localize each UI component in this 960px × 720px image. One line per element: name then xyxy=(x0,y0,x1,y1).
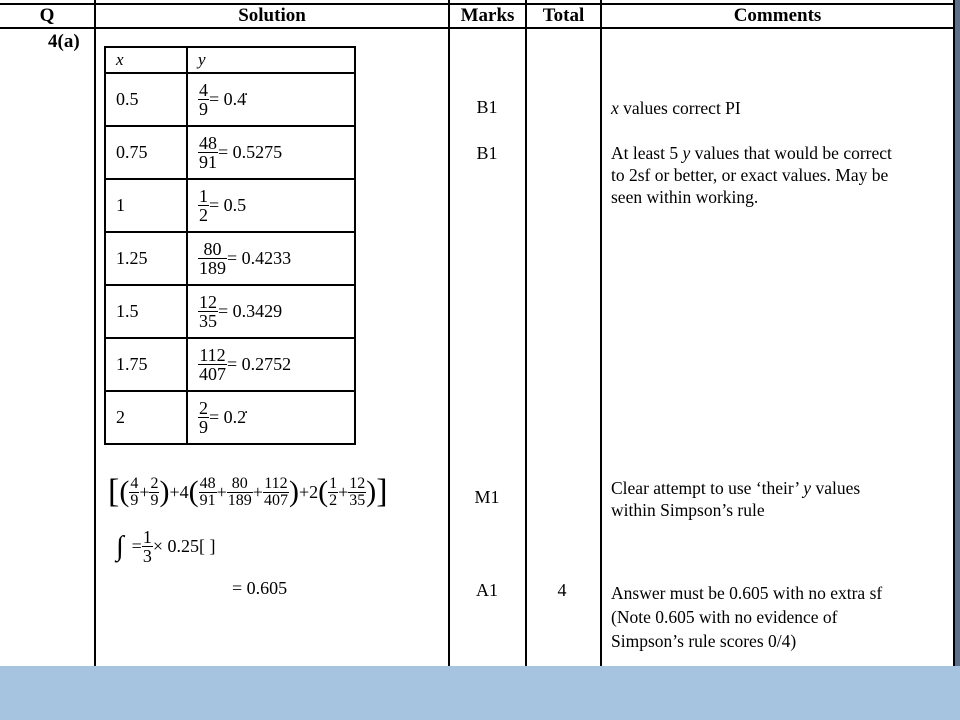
x-value: 1.75 xyxy=(105,338,187,391)
table-row xyxy=(105,338,355,391)
numerator: 1 xyxy=(142,527,152,547)
paren-open: ( xyxy=(318,475,329,508)
plus-sign: + xyxy=(338,481,349,502)
paren-close: ) xyxy=(366,475,377,508)
y-denominator: 189 xyxy=(199,258,226,278)
y-denominator: 91 xyxy=(199,152,217,172)
bracket-open: [ xyxy=(108,473,120,510)
comment-line xyxy=(611,142,892,164)
y-decimal: = 0.5275 xyxy=(218,142,283,162)
denominator: 407 xyxy=(263,491,288,509)
y-decimal: = 0.2752 xyxy=(227,354,292,374)
plus-sign: + xyxy=(298,481,310,502)
header-comments: Comments xyxy=(733,5,822,26)
comment-text: At least 5 xyxy=(611,143,683,163)
denominator: 2 xyxy=(329,491,338,509)
comment-answer xyxy=(611,581,882,653)
final-answer: = 0.605 xyxy=(232,578,288,598)
y-decimal: = 0.2̇ xyxy=(209,407,247,427)
numerator: 4 xyxy=(130,474,139,492)
y-value xyxy=(187,232,355,285)
col-divider-4 xyxy=(600,0,602,666)
question-number: 4(a) xyxy=(48,31,80,52)
fraction xyxy=(348,476,366,509)
y-numerator: 1 xyxy=(199,186,208,206)
table-row xyxy=(105,232,355,285)
comment-text: values xyxy=(811,478,861,498)
x-value: 2 xyxy=(105,391,187,444)
y-numerator: 48 xyxy=(199,133,217,153)
fraction xyxy=(227,476,253,509)
x-value: 0.5 xyxy=(105,73,187,126)
plus-sign: + xyxy=(169,481,180,502)
col-divider-1 xyxy=(94,0,96,666)
comment-y-symbol: y xyxy=(803,478,812,498)
mark-m1: M1 xyxy=(474,487,500,507)
comment-line: to 2sf or better, or exact values. May be xyxy=(611,165,889,185)
integral-rest: × 0.25[ ] xyxy=(152,536,216,556)
fraction xyxy=(149,476,159,509)
denominator: 9 xyxy=(130,491,139,509)
footer-bar xyxy=(0,666,960,720)
y-numerator: 4 xyxy=(199,80,208,100)
comment-x-text: values correct PI xyxy=(618,98,741,118)
comment-text: values that would be correct xyxy=(690,143,892,163)
y-value xyxy=(187,391,355,444)
bracket-close: ] xyxy=(376,473,388,510)
y-value xyxy=(187,126,355,179)
y-decimal: = 0.4233 xyxy=(227,248,292,268)
comment-x-symbol: x xyxy=(611,98,619,118)
simpson-expression xyxy=(108,475,388,509)
xy-header-x: x xyxy=(105,47,187,73)
denominator: 9 xyxy=(150,491,159,509)
mark-a1: A1 xyxy=(476,580,498,600)
denominator: 35 xyxy=(349,491,366,509)
x-value: 0.75 xyxy=(105,126,187,179)
y-decimal: = 0.3429 xyxy=(218,301,283,321)
coefficient-4: 4 xyxy=(179,481,189,502)
y-numerator: 2 xyxy=(199,398,208,418)
plus-sign: + xyxy=(252,481,263,502)
numerator: 1 xyxy=(329,474,338,492)
y-value xyxy=(187,73,355,126)
comment-x-values xyxy=(611,97,741,119)
fraction xyxy=(199,476,217,509)
y-numerator: 12 xyxy=(199,292,217,312)
paren-close: ) xyxy=(288,475,299,508)
comment-line: Simpson’s rule scores 0/4) xyxy=(611,631,797,651)
coefficient-2: 2 xyxy=(309,481,319,502)
y-value xyxy=(187,179,355,232)
comment-line: within Simpson’s rule xyxy=(611,500,765,520)
y-denominator: 9 xyxy=(199,99,208,119)
plus-sign: + xyxy=(216,481,227,502)
y-denominator: 35 xyxy=(199,311,217,331)
y-decimal: = 0.4̇ xyxy=(209,89,247,109)
y-numerator: 80 xyxy=(198,240,227,259)
fraction xyxy=(129,476,139,509)
col-divider-3 xyxy=(525,0,527,666)
total-value: 4 xyxy=(557,580,567,600)
comment-simpson-attempt xyxy=(611,477,860,521)
comment-text: Clear attempt to use ‘their’ xyxy=(611,478,804,498)
x-value: 1.25 xyxy=(105,232,187,285)
x-value: 1 xyxy=(105,179,187,232)
numerator: 112 xyxy=(264,474,288,492)
col-divider-2 xyxy=(448,0,450,666)
plus-sign: + xyxy=(139,481,150,502)
numerator: 12 xyxy=(349,474,366,492)
right-edge-bar xyxy=(955,0,960,666)
paren-close: ) xyxy=(159,475,170,508)
y-denominator: 407 xyxy=(199,364,226,384)
xy-table xyxy=(104,46,356,445)
comment-line: seen within working. xyxy=(611,187,759,207)
equals-sign: = xyxy=(131,536,142,556)
table-row xyxy=(105,126,355,179)
integral-sign: ∫ xyxy=(116,530,124,562)
y-denominator: 2 xyxy=(199,205,208,225)
paren-open: ( xyxy=(188,475,199,508)
mark-b1-y: B1 xyxy=(476,143,498,163)
fraction xyxy=(328,476,338,509)
header-total: Total xyxy=(542,5,585,26)
comment-line: Answer must be 0.605 with no extra sf xyxy=(611,583,883,603)
denominator: 91 xyxy=(199,491,216,509)
denominator: 3 xyxy=(142,546,152,566)
y-value xyxy=(187,338,355,391)
header-solution: Solution xyxy=(238,5,306,26)
one-third-fraction xyxy=(142,528,153,565)
x-value: 1.5 xyxy=(105,285,187,338)
table-row xyxy=(105,391,355,444)
y-numerator: 112 xyxy=(199,345,226,365)
comment-line xyxy=(611,477,860,499)
y-value xyxy=(187,285,355,338)
numerator: 2 xyxy=(150,474,159,492)
comment-line: (Note 0.605 with no evidence of xyxy=(611,607,838,627)
comment-y-symbol: y xyxy=(682,143,691,163)
integral-expression xyxy=(116,528,215,565)
table-row xyxy=(105,285,355,338)
denominator: 189 xyxy=(227,491,252,509)
paren-open: ( xyxy=(119,475,130,508)
fraction xyxy=(263,476,289,509)
y-decimal: = 0.5 xyxy=(209,195,247,215)
numerator: 80 xyxy=(227,476,253,493)
header-q: Q xyxy=(39,5,55,26)
numerator: 48 xyxy=(199,474,216,492)
table-row xyxy=(105,73,355,126)
table-row xyxy=(105,179,355,232)
header-marks: Marks xyxy=(460,5,515,26)
comment-y-values xyxy=(611,142,892,208)
mark-b1-x: B1 xyxy=(476,97,498,117)
y-denominator: 9 xyxy=(199,417,208,437)
xy-header-y: y xyxy=(187,47,355,73)
